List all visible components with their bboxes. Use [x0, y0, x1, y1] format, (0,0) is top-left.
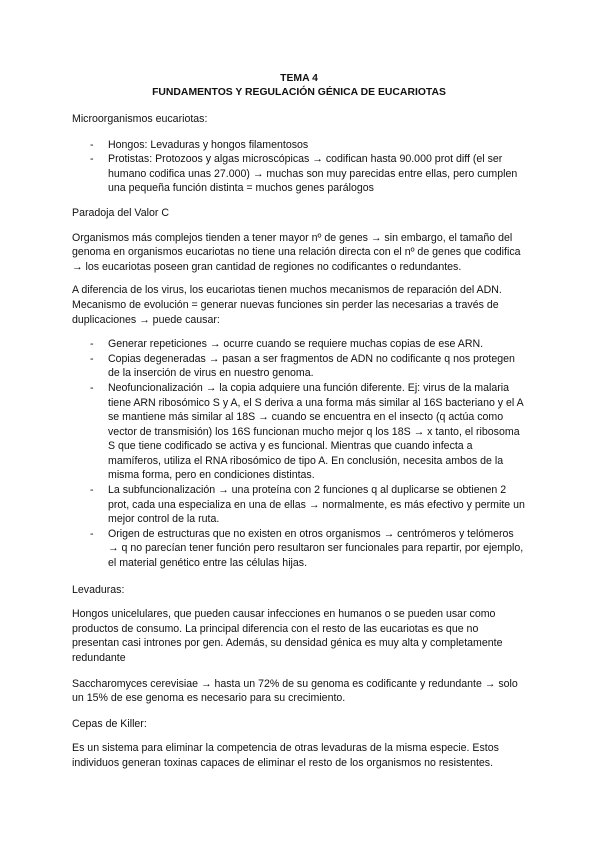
levaduras-heading: Levaduras: — [72, 583, 125, 596]
title-line-1: TEMA 4 — [280, 73, 318, 84]
list-item: - Origen de estructuras que no existen en otros organismos → centrómeros y telómeros → q no parecían tener función pero resultaron ser funcionales para repartir, por ejemplo, el material genético entre las células hijas. — [72, 527, 526, 571]
list-item: - Hongos: Levaduras y hongos filamentosos — [72, 138, 526, 153]
levaduras-paragraph-2: Saccharomyces cerevisiae → hasta un 72% de su genoma es codificante y redundante → solo un 15% de ese genoma es necesario para su crecimiento. — [72, 677, 518, 705]
levaduras-paragraph-1: Hongos unicelulares, que pueden causar infecciones en humanos o se pueden usar como productos de consumo. La principal diferencia con el resto de las eucariotas es que no presentan casi intrones por gen. Además, su densidad génica es muy alta y completamente redundante — [72, 608, 503, 664]
document-body — [72, 72, 526, 771]
title-line-2: FUNDAMENTOS Y REGULACIÓN GÉNICA DE EUCARIOTAS — [152, 87, 446, 98]
list-item: - La subfuncionalización → una proteína con 2 funciones q al duplicarse se obtienen 2 prot, cada una especializa en una de ellas → normalmente, es más efectivo y permite un mejor control de la ruta. — [72, 483, 526, 527]
paradoja-list — [72, 337, 526, 571]
microorganismos-list — [72, 138, 526, 196]
list-item: - Generar repeticiones → ocurre cuando se requiere muchas copias de ese ARN. — [72, 337, 526, 352]
list-item: - Copias degeneradas → pasan a ser fragmentos de ADN no codificante q nos protegen de la inserción de virus en nuestro genoma. — [72, 352, 526, 381]
list-item: - Neofuncionalización → la copia adquiere una función diferente. Ej: virus de la malaria tiene ARN ribosómico S y A, el S deriva a una forma más similar al 16S bacteriano y el A se mantiene más similar al 18S → cuando se encuentra en el insecto (q actúa como vector de transmisión) los 16S funcionan mucho mejor q los 18S → x tanto, el ribosoma S que tiene codificado se activa y es funcional. Mientras que cuando infecta a mamíferos, utiliza el RNA ribosómico de tipo A. En conclusión, necesita ambos de la misma forma, pero en condiciones distintas. — [72, 381, 526, 483]
microorganismos-heading: Microorganismos eucariotas: — [72, 113, 208, 125]
paradoja-paragraph-2: A diferencia de los virus, los eucariotas tienen muchos mecanismos de reparación del ADN. Mecanismo de evolución = generar nuevas funciones sin perder las necesarias a través de duplicaciones → puede causar: — [72, 284, 502, 326]
killer-heading: Cepas de Killer: — [72, 717, 147, 730]
paradoja-paragraph-1: Organismos más complejos tienden a tener mayor nº de genes → sin embargo, el tamaño del genoma en organismos eucariotas no tiene una relación directa con el nº de genes que codifica → los eucariotas poseen gran cantidad de regiones no codificantes o redundantes. — [72, 231, 521, 273]
paradoja-heading: Paradoja del Valor C — [72, 206, 169, 219]
list-item: - Protistas: Protozoos y algas microscópicas → codifican hasta 90.000 prot diff (el ser humano codifica unas 27.000) → muchas son muy parecidas entre ellas, pero cumplen una pequeña función distinta = muchos genes parálogos — [72, 152, 526, 196]
killer-paragraph-1: Es un sistema para eliminar la competencia de otras levaduras de la misma especie. Estos individuos generan toxinas capaces de eliminar el resto de los organismos no resistentes. — [72, 742, 499, 769]
document-title — [72, 72, 526, 100]
